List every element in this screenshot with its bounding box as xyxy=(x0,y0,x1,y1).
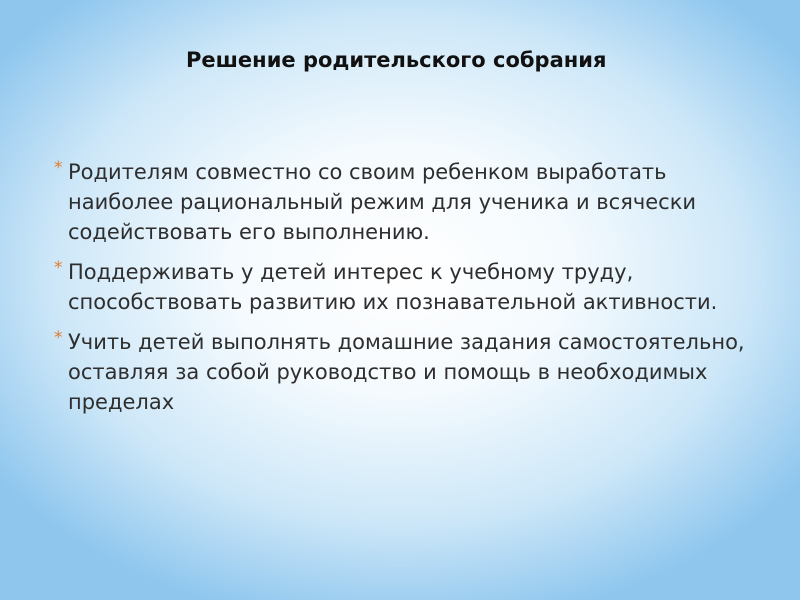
list-item xyxy=(52,157,752,247)
bullet-list xyxy=(52,157,752,427)
asterisk-bullet-icon: * xyxy=(54,158,63,178)
asterisk-bullet-icon: * xyxy=(54,258,63,278)
list-item xyxy=(52,327,752,417)
asterisk-bullet-icon: * xyxy=(54,328,63,348)
bullet-text: Поддерживать у детей интерес к учебному труду, способствовать развитию их познавательной активности. xyxy=(68,260,718,314)
bullet-text: Учить детей выполнять домашние задания самостоятельно, оставляя за собой руководство и помощь в необходимых пределах xyxy=(68,330,745,414)
bullet-text: Родителям совместно со своим ребенком выработать наиболее рациональный режим для ученика и всячески содействовать его выполнению. xyxy=(68,160,697,244)
list-item xyxy=(52,257,752,317)
slide-title: Решение родительского собрания xyxy=(186,48,607,72)
